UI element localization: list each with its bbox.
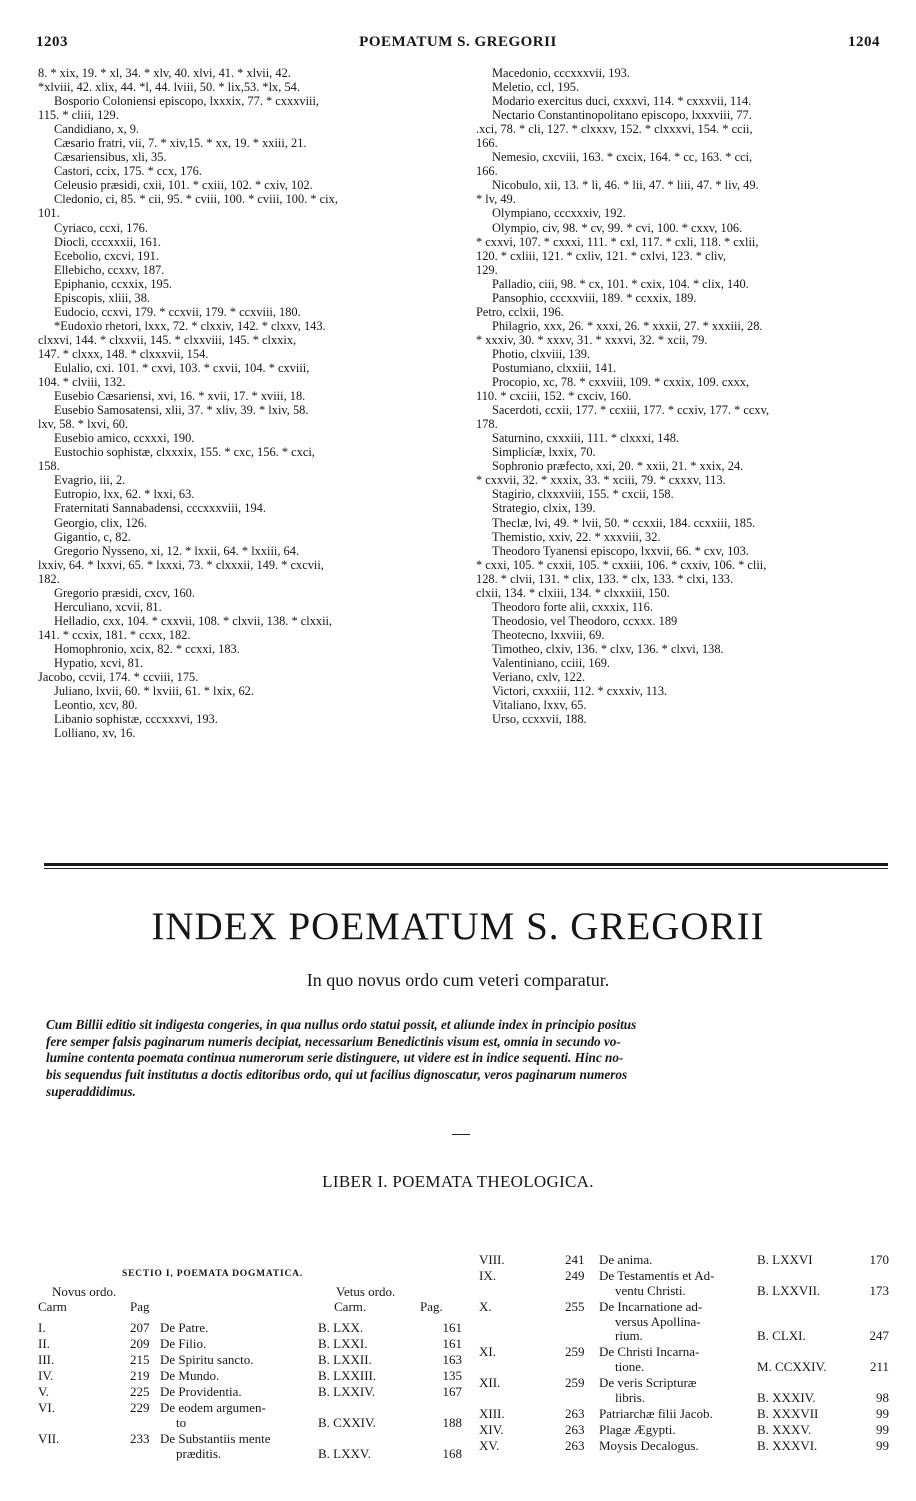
vetus-page: 168 (442, 1445, 462, 1461)
index-line: Nemesio, cxcviii, 163. * cxcix, 164. * cc, 163. * cci, (492, 150, 753, 165)
index-line: Eudocio, ccxvi, 179. * ccxvii, 179. * ccxviii, 180. (54, 304, 301, 319)
index-line: 128. * clvii, 131. * clix, 133. * clx, 133. * clxi, 133. (476, 571, 734, 586)
index-line: Themistio, xxiv, 22. * xxxviii, 32. (492, 529, 661, 544)
index-line: clxxvi, 144. * clxxvii, 145. * clxxviii, 145. * clxxix, (38, 332, 297, 347)
index-line: Theodoro Tyanensi episcopo, lxxvii, 66. * cxv, 103. (492, 543, 749, 558)
index-line: Cæsario fratri, vii, 7. * xiv,15. * xx, 19. * xxiii, 21. (54, 136, 307, 151)
index-line: Lolliano, xv, 16. (54, 726, 136, 741)
index-line: * xxxiv, 30. * xxxv, 31. * xxxvi, 32. * xcii, 79. (476, 332, 708, 347)
index-line: Candidiano, x, 9. (54, 122, 140, 137)
vetus-carm: B. XXXVII (757, 1406, 819, 1421)
index-line: Eutropio, lxx, 62. * lxxi, 63. (54, 487, 195, 502)
index-line: lxxiv, 64. * lxxvi, 65. * lxxxi, 73. * clxxxii, 149. * cxcvii, (38, 557, 324, 572)
vetus-carm: B. XXXIV. (757, 1390, 816, 1405)
index-column-left (38, 66, 450, 740)
poem-title: De eodem argumen- (160, 1400, 266, 1415)
index-line: Gregorio Nysseno, xi, 12. * lxxii, 64. * lxxiii, 64. (54, 543, 300, 558)
index-line: * cxxi, 105. * cxxii, 105. * cxxiii, 106. * cxxiv, 106. * clii, (476, 557, 767, 572)
vetus-page: 167 (442, 1384, 462, 1399)
index-line: Photio, clxviii, 139. (492, 346, 591, 361)
vetus-page: 211 (869, 1359, 889, 1375)
carm-label: Carm (38, 1299, 67, 1314)
novus-ordo-label: Novus ordo. (52, 1284, 117, 1299)
vetus-page: 99 (876, 1438, 889, 1453)
index-line: Modario exercitus duci, cxxxvi, 114. * cxxxvii, 114. (492, 94, 752, 109)
index-line: Eusebio Cæsariensi, xvi, 16. * xvii, 17. * xviii, 18. (54, 389, 306, 404)
vetus-page: 98 (876, 1390, 889, 1405)
carm-number: IV. (38, 1368, 54, 1383)
carm-number: III. (38, 1352, 55, 1367)
poem-title: versus Apollina- (615, 1313, 701, 1329)
page-number: 229 (130, 1400, 150, 1415)
vetus-page: 99 (876, 1406, 889, 1421)
index-line: Jacobo, ccvii, 174. * ccviii, 175. (38, 670, 199, 685)
index-line: Bosporio Coloniensi episcopo, lxxxix, 77. * cxxxviii, (54, 94, 320, 109)
pag-label-vetus: Pag. (420, 1299, 443, 1314)
index-line: .xci, 78. * cli, 127. * clxxxv, 152. * clxxxvi, 154. * ccii, (476, 122, 753, 137)
index-title: INDEX POEMATUM S. GREGORII (151, 905, 765, 948)
vetus-carm: B. LXX. (318, 1320, 364, 1335)
index-line: Episcopis, xliii, 38. (54, 290, 151, 305)
carm-label-vetus: Carm. (334, 1299, 367, 1314)
running-header (36, 34, 880, 54)
poem-title: tione. (615, 1359, 645, 1375)
index-line: Palladio, ciii, 98. * cx, 101. * cxix, 104. * clix, 140. (492, 276, 749, 291)
index-line: Timotheo, clxiv, 136. * clxv, 136. * clxvi, 138. (492, 641, 724, 656)
intro-line: Cum Billii editio sit indigesta congeries, in qua nullus ordo statui possit, et aliunde index in principio positus (46, 1017, 637, 1032)
index-line: Valentiniano, cciii, 169. (492, 655, 611, 670)
vetus-page: 161 (442, 1336, 462, 1351)
page-number: 233 (130, 1430, 150, 1446)
intro-line: fere semper falsis paginarum numeris decipiat, necessarium Benedictinis visum est, omnia in secundo vo- (46, 1033, 621, 1049)
index-line: Stagirio, clxxxviii, 155. * cxcii, 158. (492, 487, 674, 502)
index-line: 115. * cliii, 129. (38, 108, 119, 123)
vetus-carm: B. CLXI. (757, 1328, 806, 1344)
page-number: 249 (565, 1268, 585, 1283)
index-line: Gigantio, c, 82. (54, 529, 131, 544)
vetus-page: 170 (869, 1252, 889, 1267)
vetus-page: 99 (876, 1422, 889, 1437)
index-line: 158. (38, 459, 60, 474)
poem-title: De Substantiis mente (160, 1430, 271, 1446)
index-line: Nectario Constantinopolitano episcopo, lxxxviii, 77. (492, 108, 752, 123)
intro-line: lumine contenta poemata continua numerorum serie distinguere, ut videre est in indice sequenti. Hinc no- (46, 1050, 624, 1066)
vetus-carm: B. LXXI. (318, 1336, 368, 1351)
carm-number: XI. (479, 1344, 496, 1360)
vetus-ordo-label: Vetus ordo. (336, 1284, 396, 1299)
vetus-page: 135 (442, 1368, 462, 1383)
vetus-page: 173 (869, 1282, 889, 1298)
short-divider (452, 1134, 470, 1135)
sectio-heading: SECTIO I, POEMATA DOGMATICA. (122, 1269, 304, 1279)
vetus-carm: B. CXXIV. (318, 1414, 376, 1430)
section-divider-thin (44, 868, 888, 869)
carm-number: X. (479, 1298, 492, 1314)
index-line: * cxxvii, 32. * xxxix, 33. * xciii, 79. * cxxxv, 113. (476, 473, 726, 488)
poem-title: De Incarnatione ad- (599, 1298, 703, 1314)
index-line: Libanio sophistæ, cccxxxvi, 193. (54, 712, 218, 727)
index-line: 120. * cxliii, 121. * cxliv, 121. * cxlvi, 123. * cliv, (476, 248, 726, 263)
index-line: 182. (38, 571, 60, 586)
carm-number: XV. (479, 1438, 500, 1453)
index-line: 110. * cxciii, 152. * cxciv, 160. (476, 389, 632, 404)
page-number: 241 (565, 1252, 585, 1267)
liber-heading: LIBER I. POEMATA THEOLOGICA. (322, 1172, 594, 1191)
vetus-carm: B. LXXV. (318, 1445, 371, 1461)
index-line: Castori, ccix, 175. * ccx, 176. (54, 164, 202, 179)
index-line: Strategio, clxix, 139. (492, 501, 596, 516)
poem-title: De Spiritu sancto. (160, 1352, 254, 1367)
index-line: 147. * clxxx, 148. * clxxxvii, 154. (38, 346, 209, 361)
index-line: Gregorio præsidi, cxcv, 160. (54, 585, 195, 600)
carm-number: VIII. (479, 1252, 505, 1267)
index-line: Eusebio Samosatensi, xlii, 37. * xliv, 39. * lxiv, 58. (54, 403, 309, 418)
poem-title: De Christi Incarna- (599, 1344, 700, 1360)
poem-title: ventu Christi. (615, 1282, 686, 1298)
index-line: Theodoro forte alii, cxxxix, 116. (492, 599, 653, 614)
intro-line: superaddidimus. (46, 1083, 136, 1099)
index-line: Herculiano, xcvii, 81. (54, 599, 162, 614)
page-number: 225 (130, 1384, 150, 1399)
page-number: 219 (130, 1368, 150, 1383)
vetus-carm: B. LXXIV. (318, 1384, 376, 1399)
poem-title: De anima. (599, 1252, 653, 1267)
index-line: 8. * xix, 19. * xl, 34. * xlv, 40. xlvi, 41. * xlvii, 42. (38, 66, 291, 80)
index-line: Helladio, cxx, 104. * cxxvii, 108. * clxvii, 138. * clxxii, (54, 613, 333, 628)
carm-number: XIII. (479, 1406, 505, 1421)
index-line: Epiphanio, ccxxix, 195. (54, 276, 173, 291)
poem-title: Patriarchæ filii Jacob. (599, 1406, 713, 1421)
poem-title: præditis. (176, 1445, 222, 1461)
page-number: 209 (130, 1336, 150, 1351)
poem-title: De Providentia. (160, 1384, 242, 1399)
pag-label: Pag (130, 1299, 150, 1314)
index-line: Ellebicho, ccxxv, 187. (54, 262, 165, 277)
poem-title: De Mundo. (160, 1368, 220, 1383)
index-line: Homophronio, xcix, 82. * ccxxi, 183. (54, 641, 240, 656)
index-line: Sacerdoti, ccxii, 177. * ccxiii, 177. * ccxiv, 177. * ccxv, (492, 403, 770, 418)
index-line: 166. (476, 136, 498, 151)
index-line: Theotecno, lxxviii, 69. (492, 627, 605, 642)
index-line: Georgio, clix, 126. (54, 515, 148, 530)
vetus-page: 188 (442, 1414, 462, 1430)
index-line: Cyriaco, ccxi, 176. (54, 220, 148, 235)
index-line: Evagrio, iii, 2. (54, 473, 126, 488)
running-title: POEMATUM S. GREGORII (359, 34, 557, 50)
index-line: Juliano, lxvii, 60. * lxviii, 61. * lxix, 62. (54, 684, 254, 699)
index-line: 141. * ccxix, 181. * ccxx, 182. (38, 627, 191, 642)
carm-number: XIV. (479, 1422, 504, 1437)
page-number: 207 (130, 1320, 150, 1335)
index-line: Olympiano, cccxxxiv, 192. (492, 206, 626, 221)
vetus-page: 247 (869, 1328, 889, 1344)
vetus-page: 163 (442, 1352, 462, 1367)
page-number: 263 (565, 1438, 585, 1453)
index-line: Nicobulo, xii, 13. * li, 46. * lii, 47. * liii, 47. * liv, 49. (492, 178, 759, 193)
index-line: Meletio, ccl, 195. (492, 80, 580, 95)
page-number: 263 (565, 1422, 585, 1437)
index-line: Procopio, xc, 78. * cxxviii, 109. * cxxix, 109. cxxx, (492, 375, 750, 390)
intro-line: bis sequendus fuit institutus a doctis editoribus ordo, qui ut facilius dignoscatur, veros paginarum numeros (46, 1067, 628, 1083)
index-line: Theodosio, vel Theodoro, ccxxx. 189 (492, 613, 678, 628)
vetus-carm: B. XXXVI. (757, 1438, 818, 1453)
index-line: Simplicíæ, lxxix, 70. (492, 445, 596, 460)
carm-number: I. (38, 1320, 46, 1335)
page-number: 215 (130, 1352, 150, 1367)
poem-title: De Patre. (160, 1320, 209, 1335)
index-line: 166. (476, 164, 498, 179)
poem-title: Moysis Decalogus. (599, 1438, 699, 1453)
index-line: Victori, cxxxiii, 112. * cxxxiv, 113. (492, 684, 668, 699)
poem-title: De Testamentis et Ad- (599, 1268, 715, 1283)
index-line: Eusebio amico, ccxxxi, 190. (54, 431, 195, 446)
index-line: Ecebolio, cxcvi, 191. (54, 248, 159, 263)
poem-title: rium. (615, 1328, 643, 1344)
index-line: Cæsariensibus, xli, 35. (54, 150, 167, 165)
index-line: Celeusio præsidi, cxii, 101. * cxiii, 102. * cxiv, 102. (54, 178, 313, 193)
index-line: 129. (476, 262, 498, 277)
index-line: * lv, 49. (476, 192, 516, 207)
carm-number: V. (38, 1384, 49, 1399)
vetus-carm: M. CCXXIV. (757, 1359, 827, 1375)
index-line: Veriano, cxlv, 122. (492, 670, 586, 685)
carm-number: VII. (38, 1430, 60, 1446)
index-subtitle: In quo novus ordo cum veteri comparatur. (306, 970, 610, 990)
poem-title: De Filio. (160, 1336, 207, 1351)
index-line: 101. (38, 206, 60, 221)
page-number: 259 (565, 1375, 585, 1391)
poem-title: De veris Scripturæ (599, 1375, 697, 1391)
index-line: Petro, cclxii, 196. (476, 304, 564, 319)
index-line: Macedonio, cccxxxvii, 193. (492, 66, 630, 80)
vetus-carm: B. LXXIII. (318, 1368, 377, 1383)
index-line: Eustochio sophistæ, clxxxix, 155. * cxc, 156. * cxci, (54, 445, 315, 460)
index-line: Cledonio, ci, 85. * cii, 95. * cviii, 100. * cviii, 100. * cix, (54, 192, 338, 207)
index-line: 178. (476, 417, 498, 432)
index-line: Saturnino, cxxxiii, 111. * clxxxi, 148. (492, 431, 679, 446)
carm-number: VI. (38, 1400, 55, 1415)
poem-title: libris. (615, 1390, 645, 1405)
carm-number: II. (38, 1336, 50, 1351)
vetus-carm: B. LXXVII. (757, 1282, 821, 1298)
page-number: 259 (565, 1344, 585, 1360)
index-line: Sophronio præfecto, xxi, 20. * xxii, 21. * xxix, 24. (492, 459, 744, 474)
index-line: clxii, 134. * clxiii, 134. * clxxxiii, 150. (476, 585, 670, 600)
index-line: Urso, ccxxvii, 188. (492, 712, 587, 727)
index-line: Vitaliano, lxxv, 65. (492, 698, 587, 713)
index-line: Olympio, civ, 98. * cv, 99. * cvi, 100. * cxxv, 106. (492, 220, 743, 235)
index-line: Leontio, xcv, 80. (54, 698, 138, 713)
index-line: * cxxvi, 107. * cxxxi, 111. * cxl, 117. * cxli, 118. * cxlii, (476, 234, 759, 249)
page-number: 263 (565, 1406, 585, 1421)
index-line: Eulalio, cxi. 101. * cxvi, 103. * cxvii, 104. * cxviii, (54, 360, 310, 375)
page-number-right: 1204 (848, 34, 880, 50)
index-line: lxv, 58. * lxvi, 60. (38, 417, 129, 432)
vetus-carm: B. LXXVI (757, 1252, 813, 1267)
index-line: Theclæ, lvi, 49. * lvii, 50. * ccxxii, 184. ccxxiii, 185. (492, 515, 756, 530)
index-column-right (476, 66, 888, 726)
section-divider-thick (44, 863, 888, 866)
carm-number: IX. (479, 1268, 496, 1283)
index-line: *Eudoxio rhetori, lxxx, 72. * clxxiv, 142. * clxxv, 143. (54, 318, 326, 333)
intro-paragraph (46, 1017, 892, 1100)
index-line: Pansophio, cccxxviii, 189. * ccxxix, 189. (492, 290, 697, 305)
index-line: Fraternitati Sannabadensi, cccxxxviii, 194. (54, 501, 266, 516)
vetus-carm: B. LXXII. (318, 1352, 372, 1367)
carm-number: XII. (479, 1375, 501, 1391)
index-line: 104. * clviii, 132. (38, 375, 126, 390)
index-line: *xlviii, 42. xlix, 44. *l, 44. lviii, 50. * lix,53. *lx, 54. (38, 80, 300, 95)
poem-title: Plagæ Ægypti. (599, 1422, 676, 1437)
index-line: Postumiano, clxxiii, 141. (492, 360, 617, 375)
poem-title: to (176, 1414, 187, 1430)
index-line: Hypatio, xcvi, 81. (54, 655, 144, 670)
page-number: 255 (565, 1298, 585, 1314)
index-line: Diocli, cccxxxii, 161. (54, 234, 162, 249)
index-line: Philagrio, xxx, 26. * xxxi, 26. * xxxii, 27. * xxxiii, 28. (492, 318, 763, 333)
vetus-page: 161 (442, 1320, 462, 1335)
page-number-left: 1203 (36, 34, 68, 50)
vetus-carm: B. XXXV. (757, 1422, 812, 1437)
